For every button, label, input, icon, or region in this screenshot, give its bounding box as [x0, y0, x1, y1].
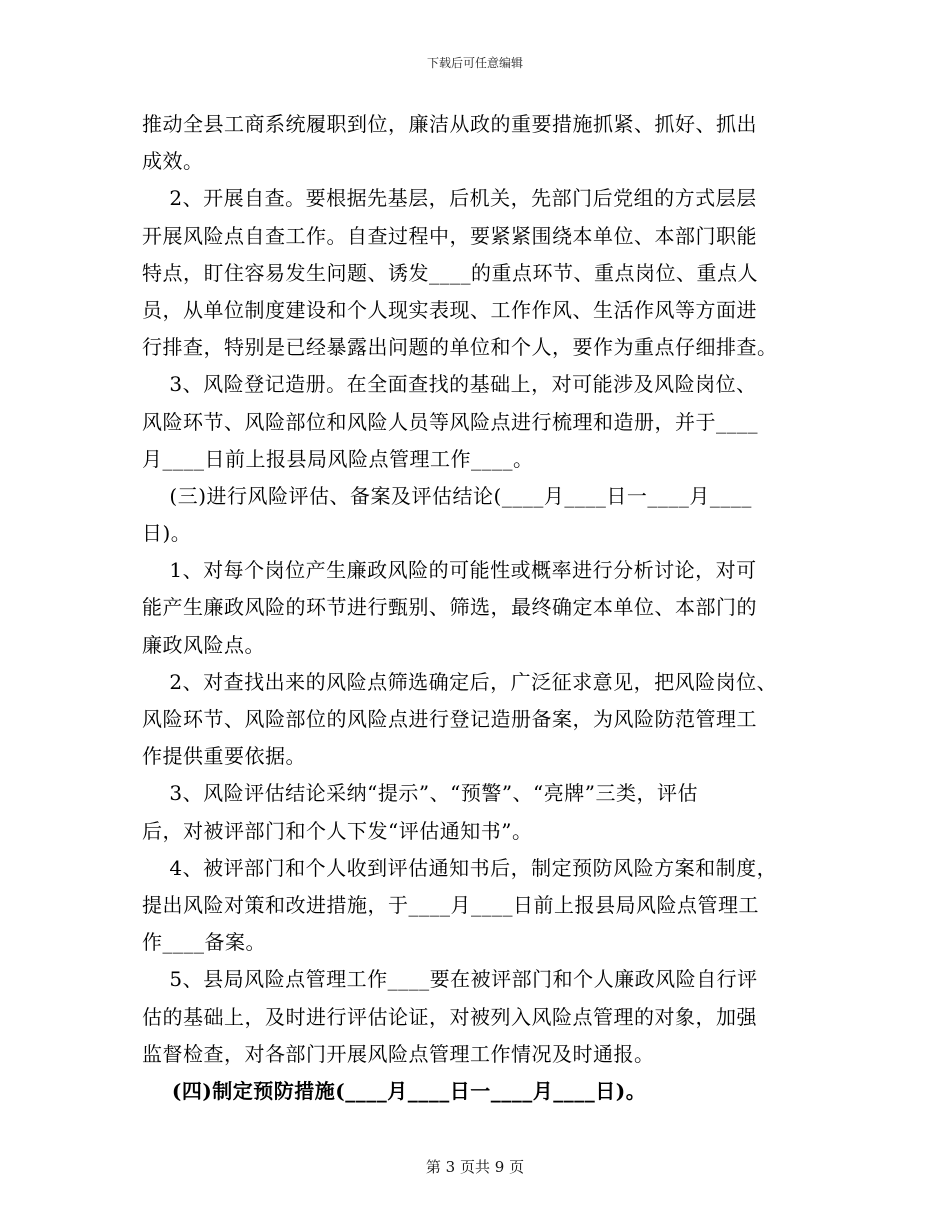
text-line: 特点，盯住容易发生问题、诱发____的重点环节、重点岗位、重点人	[142, 260, 758, 285]
text-line: 2、对查找出来的风险点筛选确定后，广泛征求意见，把风险岗位、	[142, 669, 778, 694]
text-line: 提出风险对策和改进措施，于____月____日前上报县局风险点管理工	[142, 892, 759, 917]
text-line: 日)。	[142, 521, 192, 546]
text-line: 3、风险评估结论采纳“提示”、“预警”、“亮牌”三类，评估	[142, 781, 699, 806]
text-line: 作____备案。	[142, 930, 266, 955]
text-line: 3、风险登记造册。在全面查找的基础上，对可能涉及风险岗位、	[142, 372, 757, 397]
text-line: 风险环节、风险部位和风险人员等风险点进行梳理和造册，并于____	[142, 409, 758, 434]
text-line: 能产生廉政风险的环节进行甄别、筛选，最终确定本单位、本部门的	[142, 595, 757, 620]
text-line: (三)进行风险评估、备案及评估结论(____月____日一____月____	[142, 483, 752, 508]
text-line: 4、被评部门和个人收到评估通知书后，制定预防风险方案和制度，	[142, 855, 778, 880]
page-header: 下载后可任意编辑	[426, 56, 523, 70]
text-line: 行排查，特别是已经暴露出问题的单位和个人，要作为重点仔细排查。	[142, 335, 778, 360]
text-line: 风险环节、风险部位的风险点进行登记造册备案，为风险防范管理工	[142, 707, 757, 731]
text-line: 监督检查，对各部门开展风险点管理工作情况及时通报。	[142, 1041, 655, 1066]
text-line: 廉政风险点。	[142, 632, 265, 657]
text-line: 月____日前上报县局风险点管理工作____。	[142, 446, 534, 471]
text-line: 员，从单位制度建设和个人现实表现、工作作风、生活作风等方面进	[142, 297, 757, 322]
page-footer: 第 3 页共 9 页	[425, 1158, 525, 1176]
text-line: 后，对被评部门和个人下发“评估通知书”。	[142, 818, 533, 843]
text-line: 推动全县工商系统履职到位，廉洁从政的重要措施抓紧、抓好、抓出	[142, 112, 757, 136]
section-heading: (四)制定预防措施(____月____日一____月____日)。	[142, 1078, 647, 1103]
text-line: 估的基础上，及时进行评估论证，对被列入风险点管理的对象，加强	[142, 1004, 757, 1029]
text-line: 成效。	[142, 149, 204, 174]
text-line: 1、对每个岗位产生廉政风险的可能性或概率进行分析讨论，对可	[142, 558, 757, 583]
text-line: 开展风险点自查工作。自查过程中，要紧紧围绕本单位、本部门职能	[142, 223, 757, 248]
text-line: 作提供重要依据。	[142, 744, 306, 769]
body-text	[142, 106, 814, 1110]
text-line: 2、开展自查。要根据先基层，后机关，先部门后党组的方式层层	[142, 186, 757, 211]
text-line: 5、县局风险点管理工作____要在被评部门和个人廉政风险自行评	[142, 967, 758, 992]
